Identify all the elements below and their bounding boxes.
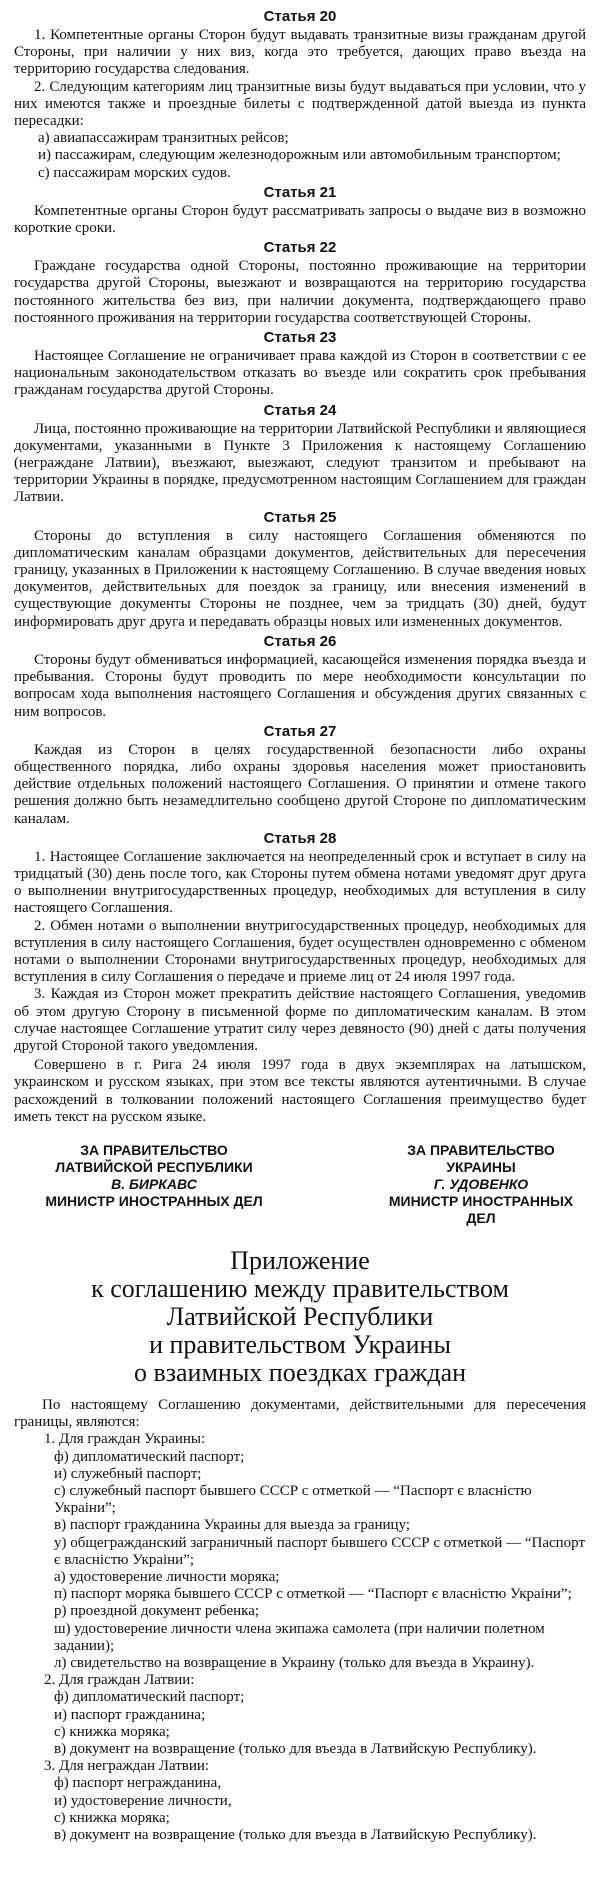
article-paragraph: Лица, постоянно проживающие на территории Латвийской Республики и являющиеся документами, указанными в Пункте 3 Приложения к настоящему Соглашению (неграждане Латвии), въезжают, выезжают, следуют транзитом и пребывают на территории Украины в порядке, предусмотренном настоящим Соглашением для граждан Латвии. — [14, 420, 586, 506]
annex-item: и) паспорт гражданина; — [54, 1706, 206, 1723]
annex-item: в) документ на возвращение (только для въезда в Латвийскую Республику). — [54, 1741, 537, 1758]
annex-item: в) документ на возвращение (только для въезда в Латвийскую Республику). — [54, 1827, 537, 1844]
article-paragraph: Стороны до вступления в силу настоящего Соглашения обменяются по дипломатическим каналам образцами документов, действительных для пересечения границу, указанных в Приложении к настоящему Соглашению. В случае введения новых документов, действительных для поездок за границу, или внесения изменений в существующие документы Стороны не позднее, чем за тридцать (30) дней, будут информировать друг друга и передавать образцы новых или измененных документов. — [14, 527, 586, 630]
list-item: а) авиапассажирам транзитных рейсов; — [38, 130, 289, 147]
article-title: Статья 25 — [263, 508, 337, 526]
article-title: Статья 20 — [263, 8, 337, 25]
annex-item: ф) дипломатический паспорт; — [54, 1689, 245, 1706]
annex-item: ш) удостоверение личности члена экипажа самолета (при наличии полетном задании); — [54, 1620, 545, 1654]
article-paragraph: Компетентные органы Сторон будут рассматривать запросы о выдаче виз в возможно короткие сроки. — [14, 202, 586, 237]
article-title: Статья 26 — [263, 632, 337, 650]
signature-line: ЗА ПРАВИТЕЛЬСТВО — [80, 1141, 228, 1158]
annex-title-line: и правительством Украины — [149, 1329, 451, 1359]
annex-item: ф) дипломатический паспорт; — [54, 1448, 245, 1465]
article-paragraph: 1. Настоящее Соглашение заключается на неопределенный срок и вступает в силу на тридцатый (30) день после того, как Стороны путем обмена нотами уведомят друг друга о выполнении внутригосударственных процедур, необходимых для вступления в силу настоящего Соглашения. — [14, 848, 586, 917]
annex-item: л) свидетельство на возвращение в Украину (только для въезда в Украину). — [54, 1655, 535, 1672]
signatory-title: МИНИСТР ИНОСТРАННЫХ ДЕЛ — [388, 1192, 574, 1226]
annex-item: у) общегражданский заграничный паспорт бывшего СССР с отметкой — “Паспорт є власністю Украіни”; — [54, 1534, 586, 1568]
annex-intro: По настоящему Соглашению документами, действительными для пересечения границы, являются: — [14, 1396, 586, 1431]
annex-item: ф) паспорт негражданина, — [54, 1775, 222, 1792]
annex-item: и) служебный паспорт; — [54, 1465, 202, 1482]
article-title: Статья 27 — [263, 722, 337, 740]
article — [14, 830, 586, 1055]
annex-item: в) паспорт гражданина Украины для выезда за границу; — [54, 1517, 411, 1534]
annex-section-heading: 2. Для граждан Латвии: — [44, 1672, 195, 1689]
annex-item: с) служебный паспорт бывшего СССР с отметкой — “Паспорт є власністю Украіни”; — [54, 1482, 532, 1517]
article — [14, 633, 586, 721]
article-title: Статья 28 — [263, 829, 337, 847]
signature-latvia — [14, 1142, 294, 1227]
article — [14, 329, 586, 400]
articles — [14, 8, 586, 1055]
annex-section-heading: 1. Для граждан Украины: — [44, 1431, 206, 1448]
annex-title-line: о взаимных поездках граждан — [133, 1357, 467, 1387]
article — [14, 402, 586, 507]
annex-section-heading: 3. Для неграждан Латвии: — [44, 1758, 210, 1775]
signature-ukraine — [376, 1142, 586, 1227]
article-title: Статья 24 — [263, 401, 337, 419]
article-paragraph: 1. Компетентные органы Сторон будут выдавать транзитные визы гражданам другой Стороны, при наличии у них виз, когда это требуется, дающих право въезда на территорию государства следования. — [14, 27, 586, 78]
signatory-name: Г. УДОВЕНКО — [433, 1175, 529, 1192]
annex-item: с) книжка моряка; — [54, 1809, 170, 1826]
list-item: с) пассажирам морских судов. — [38, 164, 231, 181]
annex-item: а) удостоверение личности моряка; — [54, 1569, 280, 1585]
signatory-name: В. БИРКАВС — [111, 1175, 197, 1192]
signature-block — [14, 1142, 586, 1227]
article-paragraph: Стороны будут обмениваться информацией, касающейся изменения порядка въезда и пребывания. Стороны будут проводить по мере необходимости консультации по вопросам хода выполнения настоящего Соглашения и обсуждения других связанных с ним вопросов. — [14, 651, 586, 720]
annex-body — [14, 1397, 586, 1844]
article-paragraph: 2. Обмен нотами о выполнении внутригосударственных процедур, необходимых для вступления в силу настоящего Соглашения, будет осуществлен одновременно с обменом нотами о выполнении Сторонами внутригосударственных процедур, необходимых для вступления в силу Соглашения о передаче и приеме лиц от 24 июля 1997 года. — [14, 917, 586, 986]
annex-item: п) паспорт моряка бывшего СССР с отметкой — “Паспорт є власністю Украіни”; — [54, 1586, 572, 1603]
annex-item: с) книжка моряка; — [54, 1723, 170, 1740]
article-paragraph: Каждая из Сторон в целях государственной безопасности либо охраны общественного порядка, либо охраны здоровья населения может приостановить действие отдельных положений настоящего Соглашения. О принятии и отмене такого решения должно быть незамедлительно сообщено другой Стороне по дипломатическим каналам. — [14, 741, 586, 827]
list-item: и) пассажирам, следующим железнодорожным или автомобильным транспортом; — [38, 147, 561, 164]
annex-title-line: Приложение — [230, 1245, 370, 1275]
annex-title — [14, 1247, 586, 1387]
signatory-title: МИНИСТР ИНОСТРАННЫХ ДЕЛ — [45, 1192, 263, 1209]
article-paragraph: 3. Каждая из Сторон может прекратить действие настоящего Соглашения, уведомив об этом другую Сторону в письменной форме по дипломатическим каналам. В этом случае настоящее Соглашение утратит силу через девяносто (90) дней с даты получения другой Стороной такого уведомления. — [14, 986, 586, 1054]
article-paragraph: 2. Следующим категориям лиц транзитные визы будут выдаваться при условии, что у них имеются также и проездные билеты с подтвержденной датой выезда из пункта пересадки: — [14, 78, 586, 130]
article-title: Статья 23 — [263, 329, 337, 347]
signature-line: УКРАИНЫ — [446, 1158, 516, 1175]
article — [14, 8, 586, 182]
article — [14, 184, 586, 237]
article-title: Статья 22 — [263, 239, 337, 257]
signature-line: ЛАТВИЙСКОЙ РЕСПУБЛИКИ — [55, 1158, 253, 1175]
article — [14, 509, 586, 631]
annex-item: р) проездной документ ребенка; — [54, 1603, 260, 1620]
article-paragraph: Настоящее Соглашение не ограничивает права каждой из Сторон в соответствии с ее национальным законодательством отказать во въезде или сократить срок пребывания гражданам государства другой Стороны. — [14, 348, 586, 399]
closing-paragraph: Совершено в г. Рига 24 июля 1997 года в двух экземплярах на латышском, украинском и русском языках, при этом все тексты являются аутентичными. В случае расхождений в толковании положений настоящего Соглашения преимущество будет иметь текст на русском языке. — [14, 1057, 586, 1125]
annex-item: и) удостоверение личности, — [54, 1792, 232, 1809]
annex-title-line: к соглашению между правительством — [91, 1273, 509, 1303]
annex-title-line: Латвийской Республики — [166, 1301, 434, 1331]
article-paragraph: Граждане государства одной Стороны, постоянно проживающие на территории государства другой Стороны, выезжают и возвращаются на территорию государства постоянного жительства без виз, при наличии документа, подтверждающего право постоянного проживания на территории государства соответствующей Стороны. — [14, 258, 586, 326]
signature-line: ЗА ПРАВИТЕЛЬСТВО — [407, 1141, 555, 1158]
article — [14, 723, 586, 828]
article-title: Статья 21 — [263, 183, 337, 201]
article — [14, 239, 586, 327]
